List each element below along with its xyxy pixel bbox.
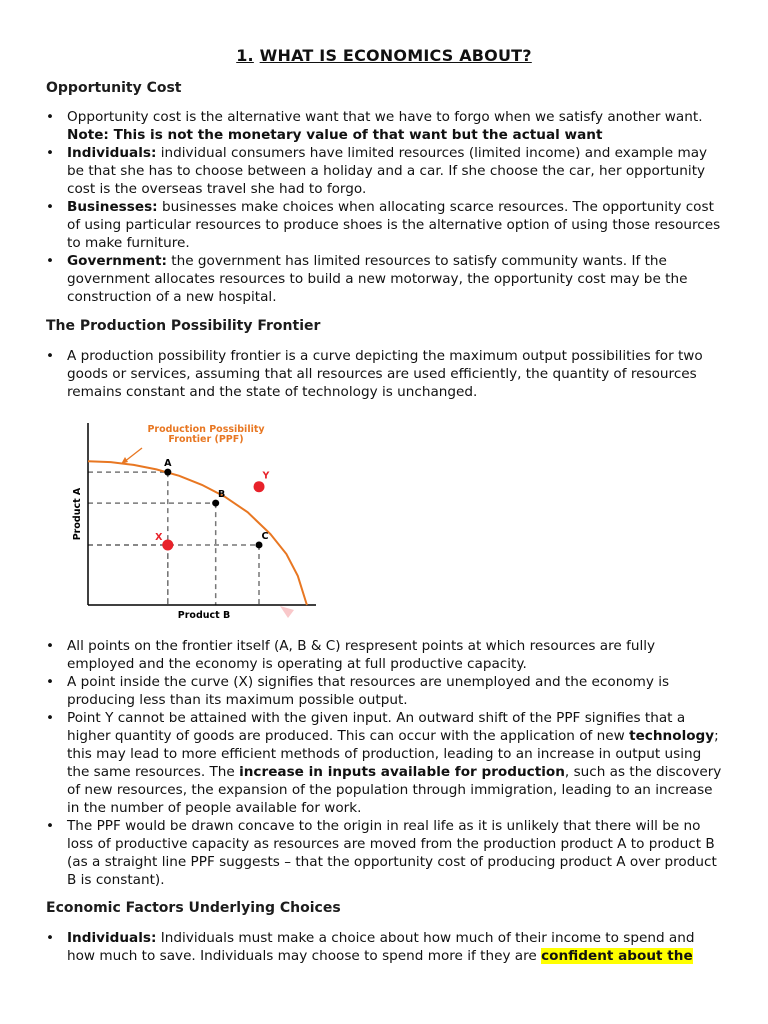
bullet-text: The PPF would be drawn concave to the origin in real life as it is unlikely that there will be no loss of productive capacity as resources are moved from the production product A to product B (as a straight line PPF suggests – that the opportunity cost of producing product A over product B is constant). xyxy=(67,818,717,888)
heading-economic-factors: Economic Factors Underlying Choices xyxy=(46,900,341,916)
bullet-text: individual consumers have limited resources (limited income) and example may be that she has to choose between a holiday and a car. If she choose the car, her opportunity cost is the overseas travel she had to forgo. xyxy=(67,145,708,197)
title-number: 1. xyxy=(236,46,254,65)
bullet-text: ; this may lead to more efficient methods of production, leading to an increase in output using the same resources. The xyxy=(67,728,719,780)
bullet-label: Individuals: xyxy=(67,145,157,161)
title-text: WHAT IS ECONOMICS ABOUT? xyxy=(259,46,532,65)
point-x xyxy=(162,539,173,550)
ppf-chart xyxy=(66,418,322,624)
list-item xyxy=(46,817,726,889)
point-label-x: X xyxy=(155,531,163,543)
bullet-text: the government has limited resources to satisfy community wants. If the government allocates resources to build a new motorway, the opportunity cost may be the construction of a new hospital. xyxy=(67,253,688,305)
bullet-note: Note: This is not the monetary value of that want but the actual want xyxy=(67,127,603,143)
highlighted-text: confident about the xyxy=(541,948,693,964)
list-item xyxy=(46,144,726,198)
bullet-text: Opportunity cost is the alternative want that we have to forgo when we satisfy another want. xyxy=(67,109,703,125)
economic-factors-list xyxy=(46,929,726,965)
bullet-text: businesses make choices when allocating scarce resources. The opportunity cost of using particular resources to produce shoes is the alternative option of using those resources to make furniture. xyxy=(67,199,721,251)
list-item xyxy=(46,929,726,965)
bullet-text: Point Y cannot be attained with the given input. An outward shift of the PPF signifies that a higher quantity of goods are produced. This can occur with the application of new xyxy=(67,710,686,744)
chart-title-line-2: Frontier (PPF) xyxy=(168,434,244,445)
bullet-text: A point inside the curve (X) signifies that resources are unemployed and the economy is producing less than its maximum possible output. xyxy=(67,674,670,708)
bullet-text: All points on the frontier itself (A, B & C) respresent points at which resources are fully employed and the economy is operating at full productive capacity. xyxy=(67,638,656,672)
bullet-text: Individuals must make a choice about how much of their income to spend and how much to save. Individuals may choose to spend more if they are xyxy=(67,930,695,964)
ppf-intro-list xyxy=(46,347,726,401)
decorative-watermark xyxy=(280,606,294,618)
point-label-b: B xyxy=(218,489,226,501)
list-item xyxy=(46,709,726,817)
heading-ppf: The Production Possibility Frontier xyxy=(46,318,321,334)
list-item xyxy=(46,347,726,401)
ppf-curve xyxy=(88,461,307,605)
opportunity-cost-list xyxy=(46,108,726,306)
bullet-text: , such as the discovery of new resources, the expansion of the population through immigration, leading to an increase in the number of people available for work. xyxy=(67,764,722,816)
heading-opportunity-cost: Opportunity Cost xyxy=(46,80,182,96)
chart-guides xyxy=(88,472,259,605)
chart-title-line-1: Production Possibility xyxy=(147,424,265,435)
point-y xyxy=(254,481,265,492)
bullet-text: A production possibility frontier is a curve depicting the maximum output possibilities for two goods or services, assuming that all resources are used efficiently, the quantity of resources remains constant and the state of technology is unchanged. xyxy=(67,348,703,400)
bullet-label: Individuals: xyxy=(67,930,157,946)
bullet-emphasis: technology xyxy=(629,728,715,744)
list-item xyxy=(46,673,726,709)
point-c xyxy=(256,541,263,548)
list-item xyxy=(46,252,726,306)
point-b xyxy=(212,500,219,507)
point-label-y: Y xyxy=(262,470,270,482)
ppf-points-list xyxy=(46,637,726,889)
bullet-label: Businesses: xyxy=(67,199,158,215)
bullet-emphasis: increase in inputs available for production xyxy=(239,764,565,780)
callout-arrowhead xyxy=(121,457,128,464)
chart-points xyxy=(155,458,269,550)
list-item xyxy=(46,637,726,673)
x-axis-label: Product B xyxy=(177,610,231,621)
point-a xyxy=(164,469,171,476)
point-label-c: C xyxy=(261,530,269,542)
list-item xyxy=(46,198,726,252)
bullet-label: Government: xyxy=(67,253,167,269)
list-item xyxy=(46,108,726,144)
y-axis-label: Product A xyxy=(72,487,83,541)
page-title xyxy=(0,46,768,65)
point-label-a: A xyxy=(164,458,172,470)
